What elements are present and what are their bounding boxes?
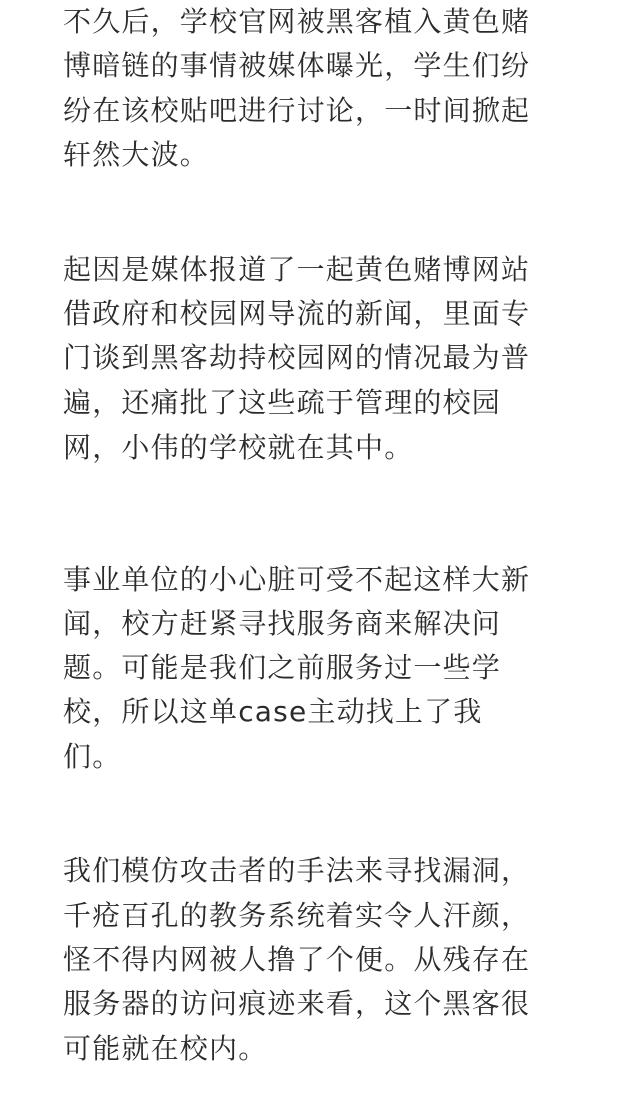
text-line: 千疮百孔的教务系统着实令人汗颜， — [63, 899, 531, 932]
text-line: 轩然大波。 — [63, 138, 210, 171]
text-line: 纷在该校贴吧进行讨论，一时间掀起 — [63, 94, 531, 127]
text-line: 题。可能是我们之前服务过一些学 — [63, 651, 502, 684]
text-line: 起因是媒体报道了一起黄色赌博网站 — [63, 253, 531, 286]
text-line: 闻，校方赶紧寻找服务商来解决问 — [63, 607, 502, 640]
text-line: 网，小伟的学校就在其中。 — [63, 431, 414, 464]
text-line: 可能就在校内。 — [63, 1032, 268, 1065]
text-line: 我们模仿攻击者的手法来寻找漏洞， — [63, 854, 531, 887]
text-line: 门谈到黑客劫持校园网的情况最为普 — [63, 341, 531, 374]
text-line: 们。 — [63, 740, 122, 773]
text-line: 博暗链的事情被媒体曝光，学生们纷 — [63, 49, 531, 82]
text-line: 遍，还痛批了这些疏于管理的校园 — [63, 386, 502, 419]
text-line: 服务器的访问痕迹来看，这个黑客很 — [63, 987, 531, 1020]
text-line: 事业单位的小心脏可受不起这样大新 — [63, 563, 531, 596]
text-line: 借政府和校园网导流的新闻，里面专 — [63, 297, 531, 330]
text-line: 校，所以这单case主动找上了我 — [63, 695, 483, 728]
text-line: 怪不得内网被人撸了个便。从残存在 — [63, 943, 531, 976]
text-line: 不久后，学校官网被黑客植入黄色赌 — [63, 5, 531, 38]
